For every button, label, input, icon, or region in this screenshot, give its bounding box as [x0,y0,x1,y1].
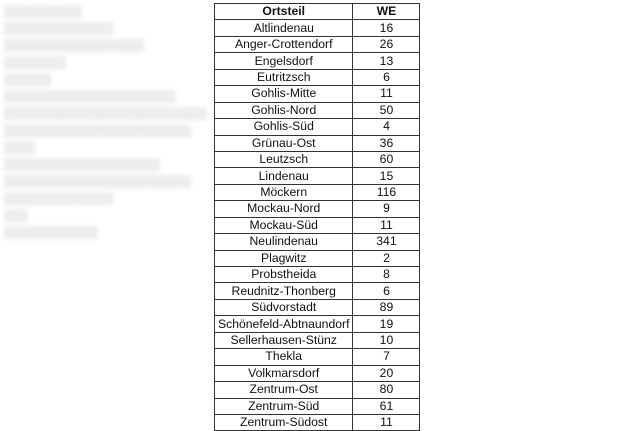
cell-ortsteil: Thekla [215,349,353,365]
cell-ortsteil: Zentrum-Südost [215,414,353,430]
table-row [215,398,420,414]
cell-we: 36 [353,135,420,151]
table-row [215,267,420,283]
cell-ortsteil: Grünau-Ost [215,135,353,151]
table-row [215,316,420,332]
cell-ortsteil: Gohlis-Süd [215,119,353,135]
cell-ortsteil: Mockau-Nord [215,201,353,217]
table-row [215,151,420,167]
table-row [215,102,420,118]
cell-we: 116 [353,184,420,200]
cell-ortsteil: Sellerhausen-Stünz [215,332,353,348]
cell-ortsteil: Engelsdorf [215,53,353,69]
table-row [215,53,420,69]
cell-we: 4 [353,119,420,135]
cell-ortsteil: Schönefeld-Abtnaundorf [215,316,353,332]
cell-we: 26 [353,36,420,52]
table-row [215,414,420,430]
cell-ortsteil: Mockau-Süd [215,217,353,233]
cell-we: 10 [353,332,420,348]
cell-we: 341 [353,234,420,250]
table-row [215,119,420,135]
cell-we: 11 [353,86,420,102]
cell-ortsteil: Altlindenau [215,20,353,36]
cell-ortsteil: Möckern [215,184,353,200]
cell-ortsteil: Zentrum-Ost [215,382,353,398]
table-body [215,20,420,431]
table-row [215,283,420,299]
table-row [215,69,420,85]
cell-we: 6 [353,283,420,299]
table-row [215,349,420,365]
cell-we: 15 [353,168,420,184]
cell-ortsteil: Leutzsch [215,151,353,167]
cell-ortsteil: Lindenau [215,168,353,184]
table-row [215,184,420,200]
cell-ortsteil: Südvorstadt [215,299,353,315]
cell-we: 11 [353,414,420,430]
cell-ortsteil: Zentrum-Süd [215,398,353,414]
cell-we: 7 [353,349,420,365]
cell-we: 61 [353,398,420,414]
cell-ortsteil: Neulindenau [215,234,353,250]
table-row [215,299,420,315]
table-row [215,135,420,151]
table-row [215,250,420,266]
cell-we: 11 [353,217,420,233]
cell-ortsteil: Gohlis-Mitte [215,86,353,102]
table-row [215,168,420,184]
cell-we: 8 [353,267,420,283]
table-row [215,365,420,381]
cell-we: 80 [353,382,420,398]
cell-we: 6 [353,69,420,85]
we-table [214,3,420,431]
cell-we: 9 [353,201,420,217]
table-row [215,201,420,217]
table-row [215,382,420,398]
cell-we: 20 [353,365,420,381]
table-row [215,332,420,348]
cell-ortsteil: Reudnitz-Thonberg [215,283,353,299]
table-row [215,86,420,102]
table-row [215,234,420,250]
cell-ortsteil: Plagwitz [215,250,353,266]
cell-we: 19 [353,316,420,332]
table-row [215,36,420,52]
table-container [214,3,420,431]
header-we: WE [353,4,420,20]
cell-ortsteil: Volkmarsdorf [215,365,353,381]
cell-we: 50 [353,102,420,118]
faded-background-text: ██████████ ██████████████ ██████████████████ ████████ ██████ ██████████████████████ ██████████████████████████ ████████████████████████ ████ ████████████████████ ████████████████████████ ██████████████ ███ ████████████ [4,6,207,239]
table-row [215,20,420,36]
cell-we: 89 [353,299,420,315]
cell-we: 60 [353,151,420,167]
cell-we: 16 [353,20,420,36]
cell-ortsteil: Gohlis-Nord [215,102,353,118]
header-ortsteil: Ortsteil [215,4,353,20]
table-row [215,217,420,233]
cell-we: 2 [353,250,420,266]
cell-ortsteil: Probstheida [215,267,353,283]
table-header-row [215,4,420,20]
cell-we: 13 [353,53,420,69]
cell-ortsteil: Anger-Crottendorf [215,36,353,52]
cell-ortsteil: Eutritzsch [215,69,353,85]
